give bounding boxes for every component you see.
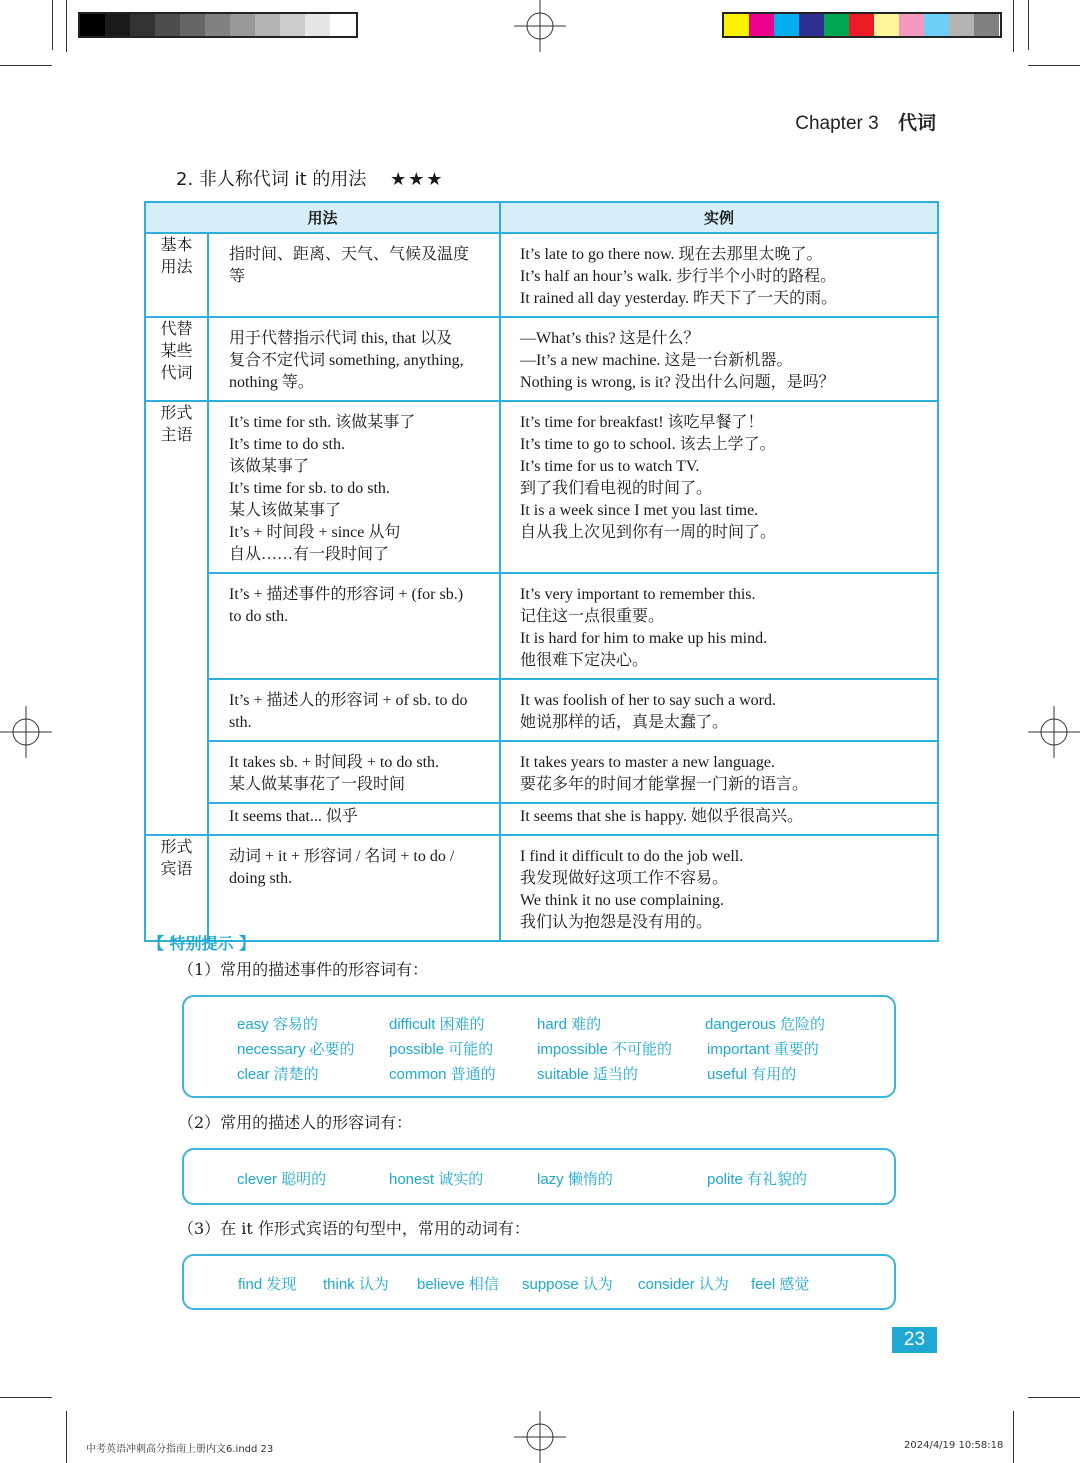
header-examples: 实例 (500, 202, 938, 233)
page-number: 23 (892, 1327, 937, 1353)
examples-basic: It’s late to go there now. 现在去那里太晚了。 It’s half an hour’s walk. 步行半个小时的路程。 It rained all day yesterday. 昨天下了一天的雨。 (500, 233, 938, 317)
header-usage: 用法 (145, 202, 500, 233)
section-title (176, 165, 445, 191)
examples-replace: —What’s this? 这是什么？ —It’s a new machine. 这是一台新机器。 Nothing is wrong, is it? 没出什么问题，是吗？ (500, 317, 938, 401)
category-replace: 代替 某些 代词 (145, 317, 208, 401)
examples-formal-subject-1: It’s time for breakfast! 该吃早餐了！ It’s time to go to school. 该去上学了。 It’s time for us to watch TV. 到了我们看电视的时间了。 It is a week since I met you last time. 自从我上次见到你有一周的时间了。 (500, 401, 938, 573)
verbs-box (182, 1254, 896, 1310)
word-item: think 认为 (323, 1276, 389, 1293)
table-row-formal-subject-5 (145, 803, 938, 835)
usage-formal-subject-4: It takes sb. + 时间段 + to do sth. 某人做某事花了一段时间 (208, 741, 500, 803)
crop-mark-tl-h (0, 65, 52, 66)
category-formal-object: 形式 宾语 (145, 835, 208, 941)
crop-mark-tl-v2 (66, 0, 67, 52)
word-item: suitable 适当的 (537, 1066, 638, 1083)
word-item: useful 有用的 (707, 1066, 797, 1083)
word-item: impossible 不可能的 (537, 1041, 673, 1058)
crop-mark-br-h (1028, 1397, 1080, 1398)
word-item: find 发现 (238, 1276, 297, 1293)
footer-timestamp: 2024/4/19 10:58:18 (904, 1440, 1004, 1451)
examples-formal-subject-5: It seems that she is happy. 她似乎很高兴。 (500, 803, 938, 835)
word-item: easy 容易的 (237, 1016, 318, 1033)
registration-mark-bottom (514, 1411, 566, 1463)
registration-mark-right (1028, 706, 1080, 758)
word-item: necessary 必要的 (237, 1041, 355, 1058)
table-row-formal-subject-4 (145, 741, 938, 803)
examples-formal-subject-2: It’s very important to remember this. 记住这一点很重要。 It is hard for him to make up his mind. 他很难下定决心。 (500, 573, 938, 679)
crop-mark-bl-v (66, 1411, 67, 1463)
chapter-label: Chapter 3 (795, 113, 879, 134)
usage-replace: 用于代替指示代词 this, that 以及 复合不定代词 something, anything, nothing 等。 (208, 317, 500, 401)
word-item: believe 相信 (417, 1276, 499, 1293)
examples-formal-subject-3: It was foolish of her to say such a word. 她说那样的话，真是太蠢了。 (500, 679, 938, 741)
crop-mark-br-v (1013, 1411, 1014, 1463)
word-item: clever 聪明的 (237, 1171, 327, 1188)
crop-mark-tr-v (1013, 0, 1014, 52)
event-adjectives-title: （1）常用的描述事件的形容词有： (178, 960, 429, 979)
table-row-formal-subject-3 (145, 679, 938, 741)
section-title-text: 2. 非人称代词 it 的用法 (176, 169, 367, 190)
word-item: difficult 困难的 (389, 1016, 485, 1033)
grayscale-bar (78, 12, 358, 38)
crop-mark-bl-h (0, 1397, 52, 1398)
word-item: common 普通的 (389, 1066, 496, 1083)
word-item: hard 难的 (537, 1016, 602, 1033)
table-header-row (145, 202, 938, 233)
usage-formal-subject-1: It’s time for sth. 该做某事了 It’s time to do sth. 该做某事了 It’s time for sb. to do sth. 某人该做某事了 It’s + 时间段 + since 从句 自从……有一段时间了 (208, 401, 500, 573)
word-item: possible 可能的 (389, 1041, 494, 1058)
word-item: lazy 懒惰的 (537, 1171, 613, 1188)
table-row-formal-subject-2 (145, 573, 938, 679)
usage-formal-subject-5: It seems that... 似乎 (208, 803, 500, 835)
usage-table (144, 201, 939, 942)
crop-mark-tr-h (1028, 65, 1080, 66)
chapter-title: 代词 (897, 112, 936, 134)
word-item: polite 有礼貌的 (707, 1171, 808, 1188)
word-item: important 重要的 (707, 1041, 819, 1058)
word-item: consider 认为 (638, 1276, 729, 1293)
examples-formal-subject-4: It takes years to master a new language. 要花多年的时间才能掌握一门新的语言。 (500, 741, 938, 803)
category-formal-subject: 形式 主语 (145, 401, 208, 835)
special-tips-heading: 【 特别提示 】 (148, 934, 256, 953)
category-basic: 基本 用法 (145, 233, 208, 317)
registration-mark-left (0, 706, 52, 758)
event-adjectives-box (182, 995, 896, 1098)
usage-formal-object: 动词 + it + 形容词 / 名词 + to do / doing sth. (208, 835, 500, 941)
word-item: feel 感觉 (751, 1276, 810, 1293)
difficulty-stars: ★★★ (390, 169, 445, 190)
color-bar (722, 12, 1002, 38)
examples-formal-object: I find it difficult to do the job well. 我发现做好这项工作不容易。 We think it no use complaining. 我们认为抱怨是没有用的。 (500, 835, 938, 941)
verbs-title: （3）在 it 作形式宾语的句型中，常用的动词有： (178, 1219, 530, 1238)
registration-mark-top (514, 0, 566, 52)
running-header (795, 108, 936, 135)
word-item: honest 诚实的 (389, 1171, 484, 1188)
table-row-replace (145, 317, 938, 401)
word-item: dangerous 危险的 (705, 1016, 826, 1033)
usage-formal-subject-2: It’s + 描述事件的形容词 + (for sb.) to do sth. (208, 573, 500, 679)
crop-mark-tr-v2 (1028, 0, 1029, 50)
person-adjectives-box (182, 1148, 896, 1205)
word-item: suppose 认为 (522, 1276, 613, 1293)
table-row-formal-subject-1 (145, 401, 938, 573)
table-row-formal-object (145, 835, 938, 941)
table-row-basic (145, 233, 938, 317)
crop-mark-tl-v (52, 0, 53, 50)
footer-file-info: 中考英语冲刺高分指南上册内文6.indd 23 (86, 1444, 274, 1455)
usage-formal-subject-3: It’s + 描述人的形容词 + of sb. to do sth. (208, 679, 500, 741)
usage-basic: 指时间、距离、天气、气候及温度 等 (208, 233, 500, 317)
word-item: clear 清楚的 (237, 1066, 319, 1083)
person-adjectives-title: （2）常用的描述人的形容词有： (178, 1113, 413, 1132)
